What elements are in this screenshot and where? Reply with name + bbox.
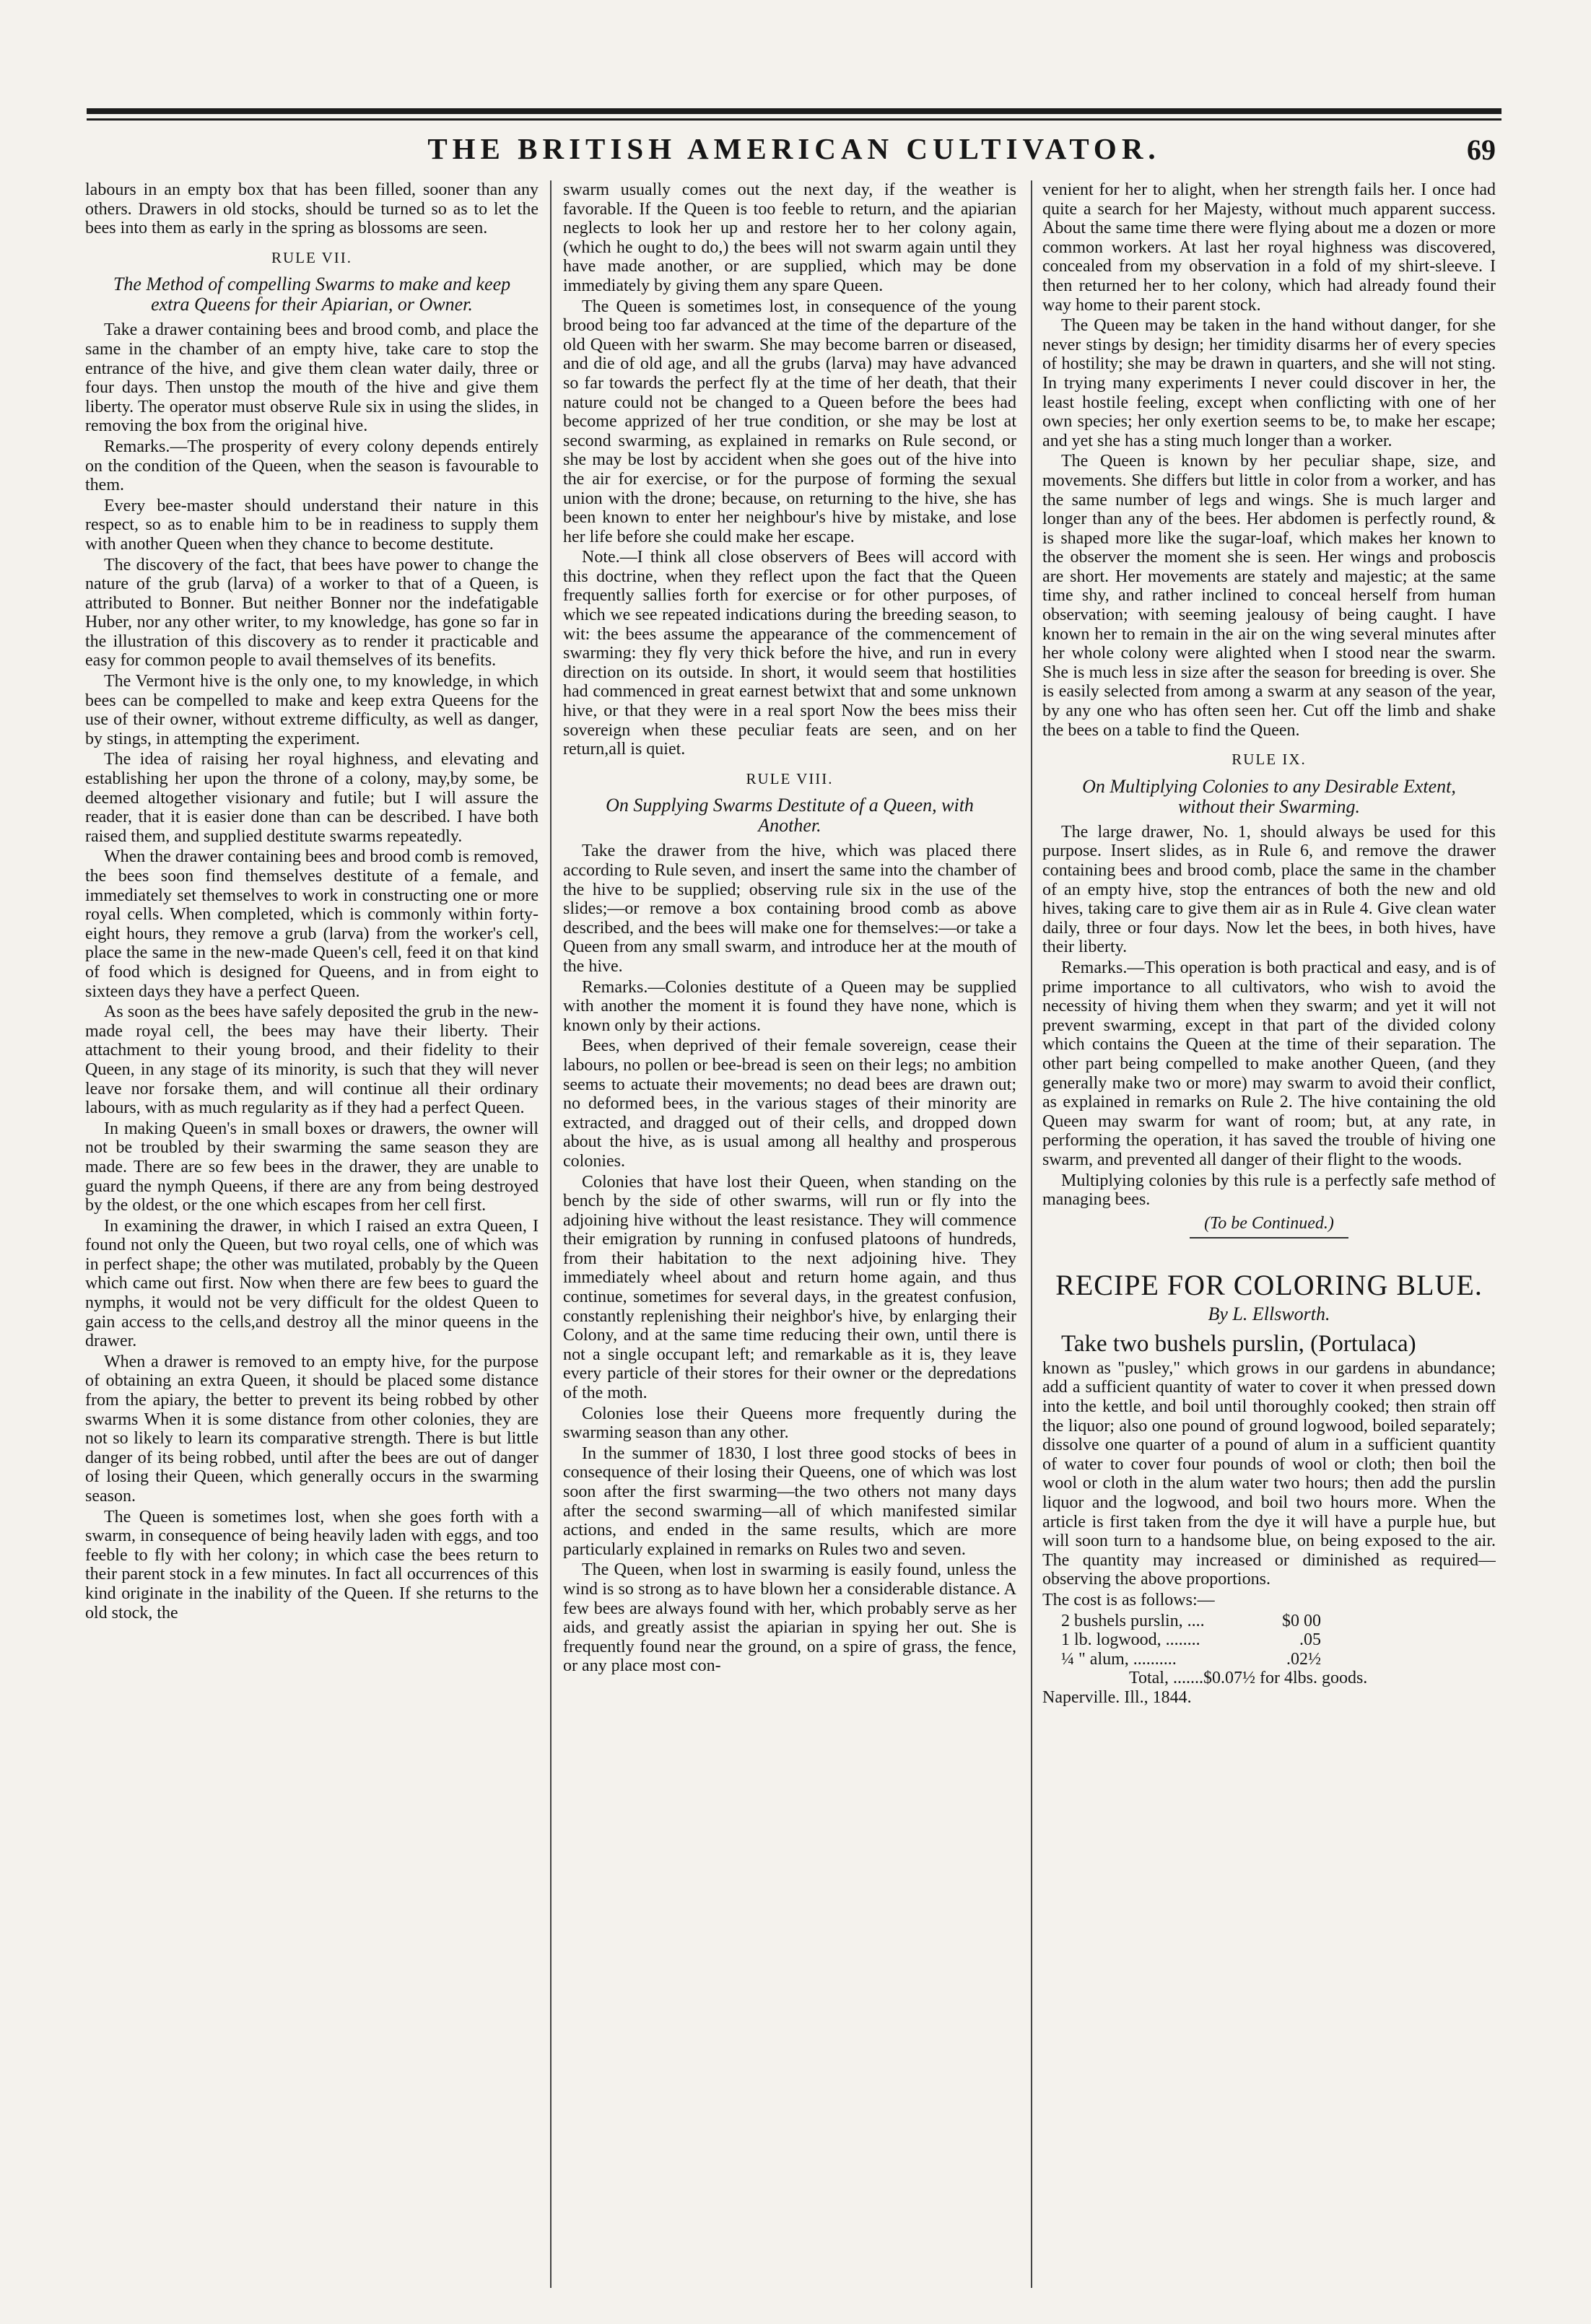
rule-subheading: The Method of compelling Swarms to make and keep extra Queens for their Apiarian, or Owner. <box>113 274 511 315</box>
top-rule-thin <box>87 118 1501 121</box>
page-number: 69 <box>1467 134 1496 166</box>
paragraph: When the drawer containing bees and brood comb is removed, the bees soon find themselves destitute of a female, and immediately set themselves to work in constructing one or more royal cells. When completed, which is commonly within forty-eight hours, they remove a grub (larva) from the worker's cell, place the same in the new-made Queen's cell, feed it on that kind of food which is designed for Queens, and in from eight to sixteen days they have a perfect Queen. <box>85 847 539 1001</box>
paragraph: Remarks.—Colonies destitute of a Queen may be supplied with another the moment it is found they have none, which is known only by their actions. <box>563 977 1016 1035</box>
paragraph: venient for her to alight, when her strength fails her. I once had quite a search for her Majesty, without much apparent success. About the same time there were flying about me a dozen or more common workers. At last her royal highness was discovered, concealed from my observation in a fold of my shirt-sleeve. I then returned her to her colony, which had already found their way home to their parent stock. <box>1042 180 1496 315</box>
recipe-title: RECIPE FOR COLORING BLUE. <box>1055 1269 1483 1302</box>
cost-row <box>1042 1630 1496 1650</box>
cost-intro: The cost is as follows:— <box>1042 1591 1215 1609</box>
continued-note: (To be Continued.) <box>1204 1213 1334 1233</box>
paragraph: The Queen is known by her peculiar shape, size, and movements. She differs but little in color from a worker, and has the same number of legs and wings. She is much larger and longer than any of the bees. Her abdomen is perfectly round, & is shaped more like the sugar-loaf, which makes her known to the observer the moment she is seen. Her wings and proboscis are short. Her movements are stately and majestic; at the same time shy, and rather inclined to conceal herself from human observation; with seeming jealousy of being caught. I have known her to remain in the air on the wing several minutes after her whole colony were alighted when I stood near the swarm. She is much less in size after the season for breeding is over. She is easily selected from among a swarm at any season of the year, by any one who has often seen her. Cut off the limb and shake the bees on a table to find the Queen. <box>1042 452 1496 740</box>
column-divider <box>550 180 552 2288</box>
paragraph: The Queen is sometimes lost, when she goes forth with a swarm, in consequence of being heavily laden with eggs, and too feeble to fly with her colony; in which case the bees return to their parent stock in a few minutes. In fact all occurrences of this kind originate in the inability of the Queen. If she returns to the old stock, the <box>85 1507 539 1622</box>
paragraph: In examining the drawer, in which I raised an extra Queen, I found not only the Queen, but two royal cells, one of which was in perfect shape; the other was mutilated, probably by the Queen which came out first. Now when there are few bees to guard the nymphs, it would not be very difficult for the oldest Queen to gain access to the cells,and destroy all the minor queens in the drawer. <box>85 1216 539 1351</box>
cost-row <box>1042 1612 1496 1631</box>
page-header <box>87 131 1501 175</box>
signoff: Naperville. Ill., 1844. <box>1042 1687 1192 1707</box>
paragraph: In the summer of 1830, I lost three good stocks of bees in consequence of their losing their Queens, one of which was lost soon after the first swarming—the two others not many days after the second swarming—all of which manifested similar actions, and ended in the same results, which are more particularly explained in remarks on Rules two and seven. <box>563 1443 1016 1559</box>
cost-price: .02½ <box>1286 1649 1321 1669</box>
cost-item: 2 bushels purslin, .... <box>1061 1611 1205 1630</box>
masthead-title: THE BRITISH AMERICAN CULTIVATOR. <box>427 132 1161 165</box>
column-divider <box>1031 180 1032 2288</box>
cost-item: ¼ " alum, .......... <box>1061 1649 1177 1669</box>
paragraph: The discovery of the fact, that bees have power to change the nature of the grub (larva) of a worker to that of a Queen, is attributed to Bonner. But neither Bonner nor the indefatigable Huber, nor any other writer, to my knowledge, has gone so far in the illustration of this discovery as to render it practicable and easy for common people to avail themselves of its benefits. <box>85 555 539 670</box>
paragraph: Colonies lose their Queens more frequently during the swarming season than any other. <box>563 1404 1016 1443</box>
paragraph: When a drawer is removed to an empty hive, for the purpose of obtaining an extra Queen, it should be placed some distance from the apiary, the better to prevent its being robbed by other swarms When it is some distance from other colonies, they are not so likely to learn its comparative strength. There is but little danger of its being robbed, until after the bees are out of danger of losing their Queen, which generally occurs in the swarming season. <box>85 1352 539 1506</box>
rule-heading: RULE VII. <box>271 248 353 266</box>
top-rule-thick <box>87 108 1501 114</box>
paragraph: As soon as the bees have safely deposited the grub in the new-made royal cell, the bees may have their liberty. Their attachment to their young brood, and their fidelity to their Queen, in any stage of its minority, is such that they will never leave nor forsake them, and will continue all their ordinary labours, with as much regularity as if they had a perfect Queen. <box>85 1002 539 1118</box>
column-three <box>1042 180 1496 2295</box>
rule-subheading: On Supplying Swarms Destitute of a Queen, with Another. <box>606 795 974 836</box>
paragraph: Take a drawer containing bees and brood comb, and place the same in the chamber of an empty hive, take care to stop the entrance of the hive, and give them clean water daily, three or four days. Then unstop the mouth of the hive and give them liberty. The operator must observe Rule six in using the slides, in removing the box from the original hive. <box>85 320 539 436</box>
paragraph: The large drawer, No. 1, should always be used for this purpose. Insert slides, as in Rule 6, and remove the drawer containing bees and brood comb, place the same in the chamber of an empty hive, stop the entrances of both the new and old hives, taking care to give them air as in Rule 4. Give clean water daily, three or four days. Now let the bees, in both hives, have their liberty. <box>1042 822 1496 957</box>
paragraph: Remarks.—This operation is both practical and easy, and is of prime importance to all cultivators, who wish to avoid the necessity of hiving them when they swarm; and yet it will not prevent swarming, except in that part of the divided colony which contains the Queen at the time of their separation. The other part being compelled to make another Queen, (and they generally make two or more) may swarm to avoid their conflict, as explained in remarks on Rule 2. The hive containing the old Queen may swarm for want of room; but, at any rate, in performing the operation, it has saved the trouble of hiving one swarm, and prevented all danger of their flight to the woods. <box>1042 958 1496 1169</box>
recipe-lead: Take two bushels purslin, (Portulaca) <box>1061 1330 1416 1357</box>
paragraph: Bees, when deprived of their female sovereign, cease their labours, no pollen or bee-bread is seen on their legs; no ambition seems to actuate their movements; no dead bees are drawn out; no deformed bees, in the various stages of their minority are extracted, and dragged out of their cells, and dropped down about the hive, as is usual among all healthy and prosperous colonies. <box>563 1036 1016 1171</box>
section-divider <box>1190 1237 1348 1239</box>
paragraph: Multiplying colonies by this rule is a perfectly safe method of managing bees. <box>1042 1171 1496 1210</box>
paragraph: swarm usually comes out the next day, if the weather is favorable. If the Queen is too feeble to return, and the apiarian neglects to look her up and restore her to her colony again, (which he ought to do,) the bees will not swarm again until they have made another, or are supplied, which may be done immediately by giving them any spare Queen. <box>563 180 1016 295</box>
paragraph: The Queen is sometimes lost, in consequence of the young brood being too far advanced at the time of the departure of the old Queen with her swarm. She may become barren or diseased, and die of old age, and all the grubs (larva) may have advanced so far towards the perfect fly at the time of her death, that their nature could not be changed to a Queen before the bees had become apprized of her true condition, or she may be lost at second swarming, as explained in remarks on Rule second, or she may be lost by accident when she goes out of the hive into the air for exercise, or for the purpose of forming the sexual union with the drone; because, on returning to the hive, she has been known to enter her neighbour's hive by mistake, and lose her life before she could make her escape. <box>563 297 1016 546</box>
recipe-byline: By L. Ellsworth. <box>1208 1303 1330 1325</box>
paragraph: The idea of raising her royal highness, and elevating and establishing her upon the throne of a colony, may,by some, be deemed altogether visionary and futile; but I will assure the reader, that it is easier done than can be described. I have both raised them, and supplied destitute swarms repeatedly. <box>85 750 539 846</box>
column-one <box>85 180 539 2295</box>
column-two <box>563 180 1016 2295</box>
paragraph: The Queen may be taken in the hand without danger, for she never stings by design; her timidity disarms her of every species of hostility; she may be drawn in quarters, and she will not sting. In trying many experiments I never could discover in her, the least hostile feeling, except when conflicting with one of her own species; her only exertion seems to be, to make her escape; and yet she has a sting much longer than a worker. <box>1042 316 1496 450</box>
cost-row <box>1042 1650 1496 1669</box>
paragraph: The Vermont hive is the only one, to my knowledge, in which bees can be compelled to make and keep extra Queens for the use of their owner, without extreme difficulty, as well as danger, by stings, in attempting the experiment. <box>85 672 539 748</box>
paragraph: Every bee-master should understand their nature in this respect, so as to enable him to be in readiness to supply them with another Queen when they chance to become destitute. <box>85 496 539 554</box>
paragraph: In making Queen's in small boxes or drawers, the owner will not be troubled by their swarming the same season they are made. There are so few bees in the drawer, they are unable to guard the nymph Queens, if there are any from being destroyed by the oldest, or the one which escapes from her cell first. <box>85 1119 539 1215</box>
rule-heading: RULE VIII. <box>746 769 834 787</box>
paragraph: Note.—I think all close observers of Bees will accord with this doctrine, when they reflect upon the fact that the Queen frequently sallies forth for exercise or for other purposes, of which we see repeated indications during the breeding season, to wit: the bees assume the appearance of the commencement of swarming: they fly very thick before the hive, and run in every direction on its outside. In short, it would seem that hostilities had commenced in great earnest betwixt that and some unknown hive, or that they were in a real sport Now the bees miss their sovereign when these peculiar feats are seen, and on her return,all is quiet. <box>563 548 1016 759</box>
cost-price: $0 00 <box>1282 1611 1321 1630</box>
recipe-body: known as "pusley," which grows in our gardens in abundance; add a sufficient quantity of water to cover it when pressed down into the kettle, and boil until thoroughly cooked; then strain off the liquor; also one pound of ground logwood, boiled separately; dissolve one quarter of a pound of alum in a sufficient quantity of water to cover four pounds of wool or cloth; then boil the wool or cloth in the alum water two hours; then add the purslin liquor and the logwood, and boil two hours more. When the article is first taken from the dye it will have a purple hue, but will soon turn to a handsome blue, on being exposed to the air. The quantity may increased or diminished as required—observing the above proportions. <box>1042 1358 1496 1589</box>
paragraph: Remarks.—The prosperity of every colony depends entirely on the condition of the Queen, when the season is favourable to them. <box>85 437 539 495</box>
paragraph: Colonies that have lost their Queen, when standing on the bench by the side of other swarms, will run or fly into the adjoining hive without the least resistance. They will commence their emigration by running in confused platoons of hundreds, from their habitation to the next adjoining hive. They immediately wheel about and return home again, and thus continue, sometimes for several days, in the greatest confusion, constantly replenishing their neighbor's hive, by enlarging their Colony, and at the same time reducing their own, until there is not a single occupant left; and remarkable as it is, they leave every particle of their stores for their owner or the depredations of the moth. <box>563 1172 1016 1403</box>
cost-item: 1 lb. logwood, ........ <box>1061 1630 1200 1650</box>
cost-price: .05 <box>1299 1630 1321 1650</box>
cost-total: Total, .......$0.07½ for 4lbs. goods. <box>1129 1669 1368 1688</box>
paragraph: labours in an empty box that has been filled, sooner than any others. Drawers in old stocks, should be turned so as to let the bees into them as early in the spring as blossoms are seen. <box>85 180 539 238</box>
paragraph: Take the drawer from the hive, which was placed there according to Rule seven, and insert the same into the chamber of the hive to be supplied; observing rule six in the use of the slides;—or remove a box containing brood comb as above described, and the bees will make one for themselves:—or take a Queen from any small swarm, and introduce her at the mouth of the hive. <box>563 842 1016 976</box>
paragraph: The Queen, when lost in swarming is easily found, unless the wind is so strong as to have blown her a considerable distance. A few bees are always found with her, which probably serve as her aids, and greatly assist the apiarian in spying her out. She is frequently found near the ground, on a spire of grass, the fence, or any place most con- <box>563 1560 1016 1676</box>
rule-heading: RULE IX. <box>1232 751 1307 769</box>
rule-subheading: On Multiplying Colonies to any Desirable Extent, without their Swarming. <box>1082 775 1456 817</box>
